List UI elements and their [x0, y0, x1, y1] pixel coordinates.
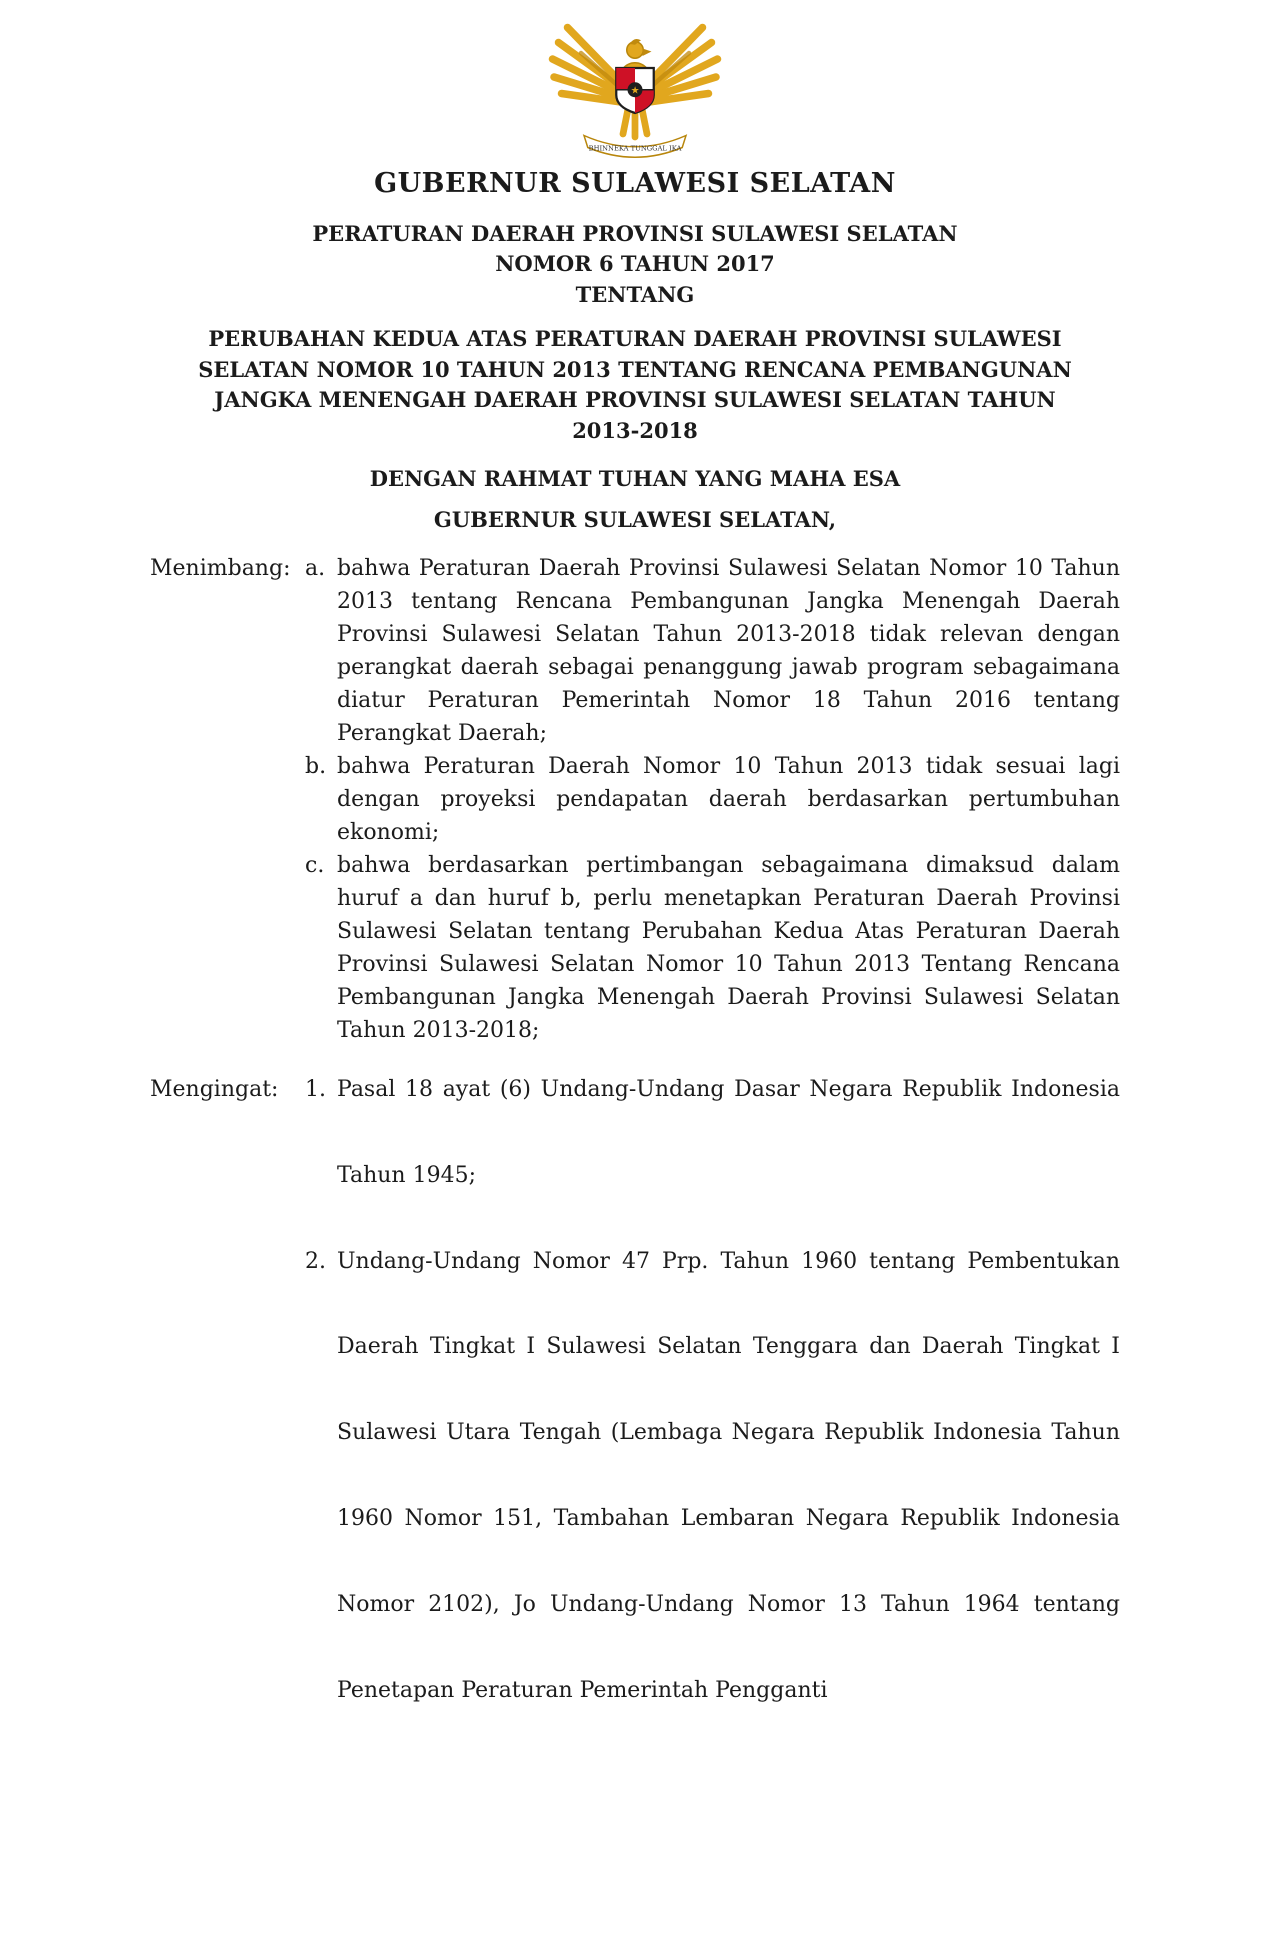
item-marker-a: a. [305, 556, 326, 582]
section-label-mengingat: Mengingat: [150, 1077, 279, 1103]
legal-basis-item-1 [305, 1047, 1120, 1219]
regulation-number: NOMOR 6 TAHUN 2017 [495, 251, 775, 277]
issuer-line: GUBERNUR SULAWESI SELATAN, [433, 507, 837, 533]
item-text-c: bahwa berdasarkan pertimbangan sebagaimana dimaksud dalam huruf a dan huruf b, perlu menetapkan Peraturan Daerah Provinsi Sulawesi Selatan tentang Perubahan Kedua Atas Peraturan Daerah Provinsi Sulawesi Selatan Nomor 10 Tahun 2013 Tentang Rencana Pembangunan Jangka Menengah Daerah Provinsi Sulawesi Selatan Tahun 2013-2018; [337, 853, 1120, 1044]
menimbang-items [305, 552, 1120, 1047]
section-mengingat [150, 1047, 1120, 1733]
consideration-item-c [305, 849, 1120, 1047]
consideration-item-a [305, 552, 1120, 750]
item-text-a: bahwa Peraturan Daerah Provinsi Sulawesi Selatan Nomor 10 Tahun 2013 tentang Rencana Pembangunan Jangka Menengah Daerah Provinsi Sulawesi Selatan Tahun 2013-2018 tidak relevan dengan perangkat daerah sebagai penanggung jawab program sebagaimana diatur Peraturan Pemerintah Nomor 18 Tahun 2016 tentang Perangkat Daerah; [337, 556, 1120, 747]
emblem-motto: BHINNEKA TUNGGAL IKA [588, 144, 682, 153]
shield-star-icon: ★ [630, 85, 640, 97]
invocation-line: DENGAN RAHMAT TUHAN YANG MAHA ESA [369, 466, 901, 492]
regulation-heading [150, 219, 1120, 310]
item-text-b: bahwa Peraturan Daerah Nomor 10 Tahun 2013 tidak sesuai lagi dengan proyeksi pendapatan daerah berdasarkan pertumbuhan ekonomi; [337, 754, 1120, 846]
item-marker-c: c. [305, 853, 325, 879]
garuda-pancasila-icon [545, 14, 725, 164]
section-label-menimbang: Menimbang: [150, 556, 291, 582]
mengingat-items [305, 1047, 1120, 1733]
regulation-tentang: TENTANG [575, 281, 695, 307]
item-text-2: Undang-Undang Nomor 47 Prp. Tahun 1960 tentang Pembentukan Daerah Tingkat I Sulawesi Selatan Tenggara dan Daerah Tingkat I Sulawesi Utara Tengah (Lembaga Negara Republik Indonesia Tahun 1960 Nomor 151, Tambahan Lembaran Negara Republik Indonesia Nomor 2102), Jo Undang-Undang Nomor 13 Tahun 1964 tentang Penetapan Peraturan Pemerintah Pengganti [337, 1248, 1120, 1703]
legal-basis-item-2 [305, 1219, 1120, 1734]
regulation-name: PERATURAN DAERAH PROVINSI SULAWESI SELATAN [312, 221, 958, 246]
item-marker-1: 1. [305, 1077, 326, 1103]
item-marker-2: 2. [305, 1248, 326, 1274]
consideration-item-b [305, 750, 1120, 849]
page-title: GUBERNUR SULAWESI SELATAN [374, 168, 896, 199]
garuda-pancasila-emblem [150, 14, 1120, 164]
regulation-subject: PERUBAHAN KEDUA ATAS PERATURAN DAERAH PROVINSI SULAWESI SELATAN NOMOR 10 TAHUN 2013 TENTANG RENCANA PEMBANGUNAN JANGKA MENENGAH DAERAH PROVINSI SULAWESI SELATAN TAHUN 2013-2018 [198, 326, 1072, 443]
section-menimbang [150, 552, 1120, 1047]
item-text-1: Pasal 18 ayat (6) Undang-Undang Dasar Negara Republik Indonesia Tahun 1945; [337, 1077, 1120, 1188]
item-marker-b: b. [305, 754, 327, 780]
